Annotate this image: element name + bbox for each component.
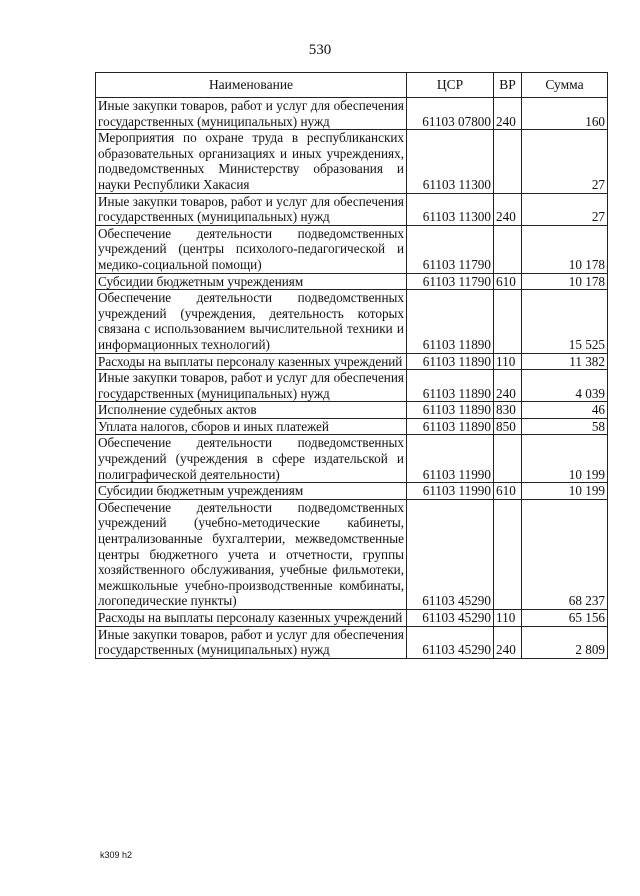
row-sum: 4 039 (522, 370, 608, 402)
page-number: 530 (308, 42, 332, 58)
row-vr: 240 (494, 193, 522, 225)
row-vr: 830 (494, 402, 522, 419)
table-row (96, 353, 608, 370)
table-row (96, 98, 608, 130)
row-sum: 10 178 (522, 225, 608, 273)
row-sum: 11 382 (522, 353, 608, 370)
row-vr: 110 (494, 353, 522, 370)
table-row (96, 130, 608, 193)
row-vr (494, 225, 522, 273)
budget-table (95, 72, 608, 659)
row-vr (494, 499, 522, 609)
row-csr: 61103 45290 (407, 610, 494, 627)
row-sum: 15 525 (522, 290, 608, 353)
header-csr: ЦСР (407, 73, 494, 98)
header-vr: ВР (494, 73, 522, 98)
table-row (96, 273, 608, 290)
table-row (96, 435, 608, 483)
row-name: Иные закупки товаров, работ и услуг для обеспечения государственных (муниципальных) нужд (96, 98, 407, 130)
header-name: Наименование (96, 73, 407, 98)
row-name: Мероприятия по охране труда в республиканских образовательных организациях и иных учреждениях, подведомственных Министерству образования и науки Республики Хакасия (96, 130, 407, 193)
footer-code: k309 h2 (100, 850, 133, 860)
row-sum: 46 (522, 402, 608, 419)
table-row (96, 290, 608, 353)
row-csr: 61103 11790 (407, 273, 494, 290)
row-name: Обеспечение деятельности подведомственных учреждений (учебно-методические кабинеты, централизованные бухгалтерии, межведомственные центры бюджетного учета и отчетности, группы хозяйственного обслуживания, учебные фильмотеки, межшкольные учебно-производственные комбинаты, логопедические пункты) (96, 499, 407, 609)
row-sum: 58 (522, 418, 608, 435)
table-row (96, 483, 608, 500)
row-sum: 10 199 (522, 435, 608, 483)
row-vr: 610 (494, 273, 522, 290)
row-vr: 240 (494, 370, 522, 402)
row-sum: 27 (522, 193, 608, 225)
table-header-row (96, 73, 608, 98)
row-csr: 61103 11300 (407, 193, 494, 225)
row-csr: 61103 11990 (407, 483, 494, 500)
table-row (96, 610, 608, 627)
row-csr: 61103 45290 (407, 626, 494, 658)
row-vr (494, 130, 522, 193)
table-row (96, 402, 608, 419)
row-csr: 61103 11890 (407, 402, 494, 419)
row-vr (494, 290, 522, 353)
header-sum: Сумма (522, 73, 608, 98)
row-sum: 27 (522, 130, 608, 193)
row-csr: 61103 11790 (407, 225, 494, 273)
row-name: Уплата налогов, сборов и иных платежей (96, 418, 407, 435)
row-csr: 61103 11890 (407, 290, 494, 353)
row-name: Обеспечение деятельности подведомственных учреждений (учреждения в сфере издательской и полиграфической деятельности) (96, 435, 407, 483)
row-vr: 240 (494, 98, 522, 130)
row-name: Иные закупки товаров, работ и услуг для обеспечения государственных (муниципальных) нужд (96, 193, 407, 225)
row-csr: 61103 11990 (407, 435, 494, 483)
table-row (96, 225, 608, 273)
row-name: Субсидии бюджетным учреждениям (96, 273, 407, 290)
row-csr: 61103 11890 (407, 418, 494, 435)
row-name: Исполнение судебных актов (96, 402, 407, 419)
table-row (96, 370, 608, 402)
row-csr: 61103 11890 (407, 353, 494, 370)
row-sum: 160 (522, 98, 608, 130)
table-row (96, 418, 608, 435)
row-vr (494, 435, 522, 483)
row-csr: 61103 11300 (407, 130, 494, 193)
row-vr: 850 (494, 418, 522, 435)
row-name: Обеспечение деятельности подведомственных учреждений (учреждения, деятельность которых связана с использованием вычислительной техники и информационных технологий) (96, 290, 407, 353)
table-row (96, 193, 608, 225)
row-name: Иные закупки товаров, работ и услуг для обеспечения государственных (муниципальных) нужд (96, 626, 407, 658)
row-name: Субсидии бюджетным учреждениям (96, 483, 407, 500)
row-name: Расходы на выплаты персоналу казенных учреждений (96, 353, 407, 370)
row-csr: 61103 45290 (407, 499, 494, 609)
row-name: Обеспечение деятельности подведомственных учреждений (центры психолого-педагогической и медико-социальной помощи) (96, 225, 407, 273)
row-vr: 110 (494, 610, 522, 627)
row-name: Расходы на выплаты персоналу казенных учреждений (96, 610, 407, 627)
row-sum: 10 178 (522, 273, 608, 290)
row-sum: 68 237 (522, 499, 608, 609)
table-row (96, 499, 608, 609)
row-csr: 61103 11890 (407, 370, 494, 402)
row-sum: 65 156 (522, 610, 608, 627)
row-csr: 61103 07800 (407, 98, 494, 130)
row-sum: 10 199 (522, 483, 608, 500)
table-row (96, 626, 608, 658)
row-sum: 2 809 (522, 626, 608, 658)
row-name: Иные закупки товаров, работ и услуг для обеспечения государственных (муниципальных) нужд (96, 370, 407, 402)
row-vr: 240 (494, 626, 522, 658)
row-vr: 610 (494, 483, 522, 500)
